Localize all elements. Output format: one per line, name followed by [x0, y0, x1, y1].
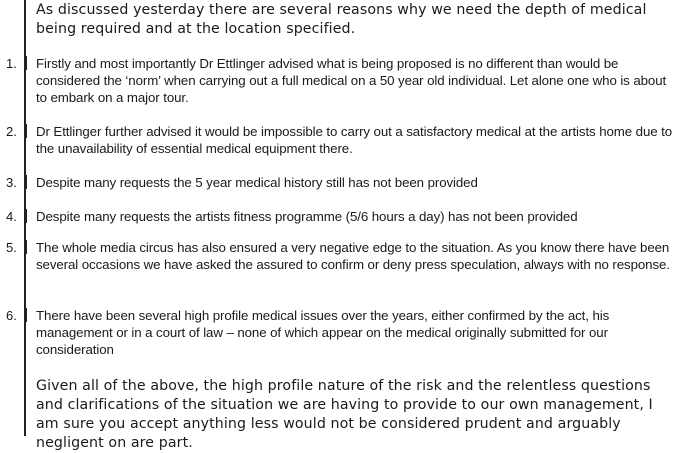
item-number-4: 4. — [6, 209, 17, 224]
item-number-1: 1. — [6, 56, 17, 71]
item-marker — [26, 124, 32, 138]
closing-paragraph: Given all of the above, the high profile nature of the risk and the relentless questions and clarifications of the situation we are having to provide to our own management, I am sure you accept anything less would not be considered prudent and arguably negligent on are part. — [36, 378, 653, 451]
list-item-6: There have been several high profile medical issues over the years, either confirmed by the act, his management or in a court of law – none of which appear on the medical originally submitted for our consideration — [36, 308, 610, 357]
list-item-4: Despite many requests the artists fitness programme (5/6 hours a day) has not been provided — [36, 209, 578, 224]
intro-paragraph: As discussed yesterday there are several reasons why we need the depth of medical being required and at the location specified. — [36, 2, 647, 37]
item-marker — [26, 240, 32, 254]
item-marker — [26, 175, 32, 189]
item-marker — [26, 209, 32, 223]
list-item-2: Dr Ettlinger further advised it would be impossible to carry out a satisfactory medical at the artists home due to the unavailability of essential medical equipment there. — [36, 124, 673, 156]
list-item-1: Firstly and most importantly Dr Ettlinger advised what is being proposed is no different than would be considered the ‘norm’ when carrying out a full medical on a 50 year old individual. Let alone one who is about to embark on a major tour. — [36, 56, 667, 105]
item-number-2: 2. — [6, 124, 17, 139]
list-item-3: Despite many requests the 5 year medical history still has not been provided — [36, 175, 478, 190]
list-item-5: The whole media circus has also ensured a very negative edge to the situation. As you know there have been several occasions we have asked the assured to confirm or deny press speculation, always with no response. — [36, 240, 670, 272]
item-marker — [26, 56, 32, 70]
item-number-3: 3. — [6, 175, 17, 190]
item-marker — [26, 308, 32, 322]
item-number-6: 6. — [6, 308, 17, 323]
item-number-5: 5. — [6, 240, 17, 255]
